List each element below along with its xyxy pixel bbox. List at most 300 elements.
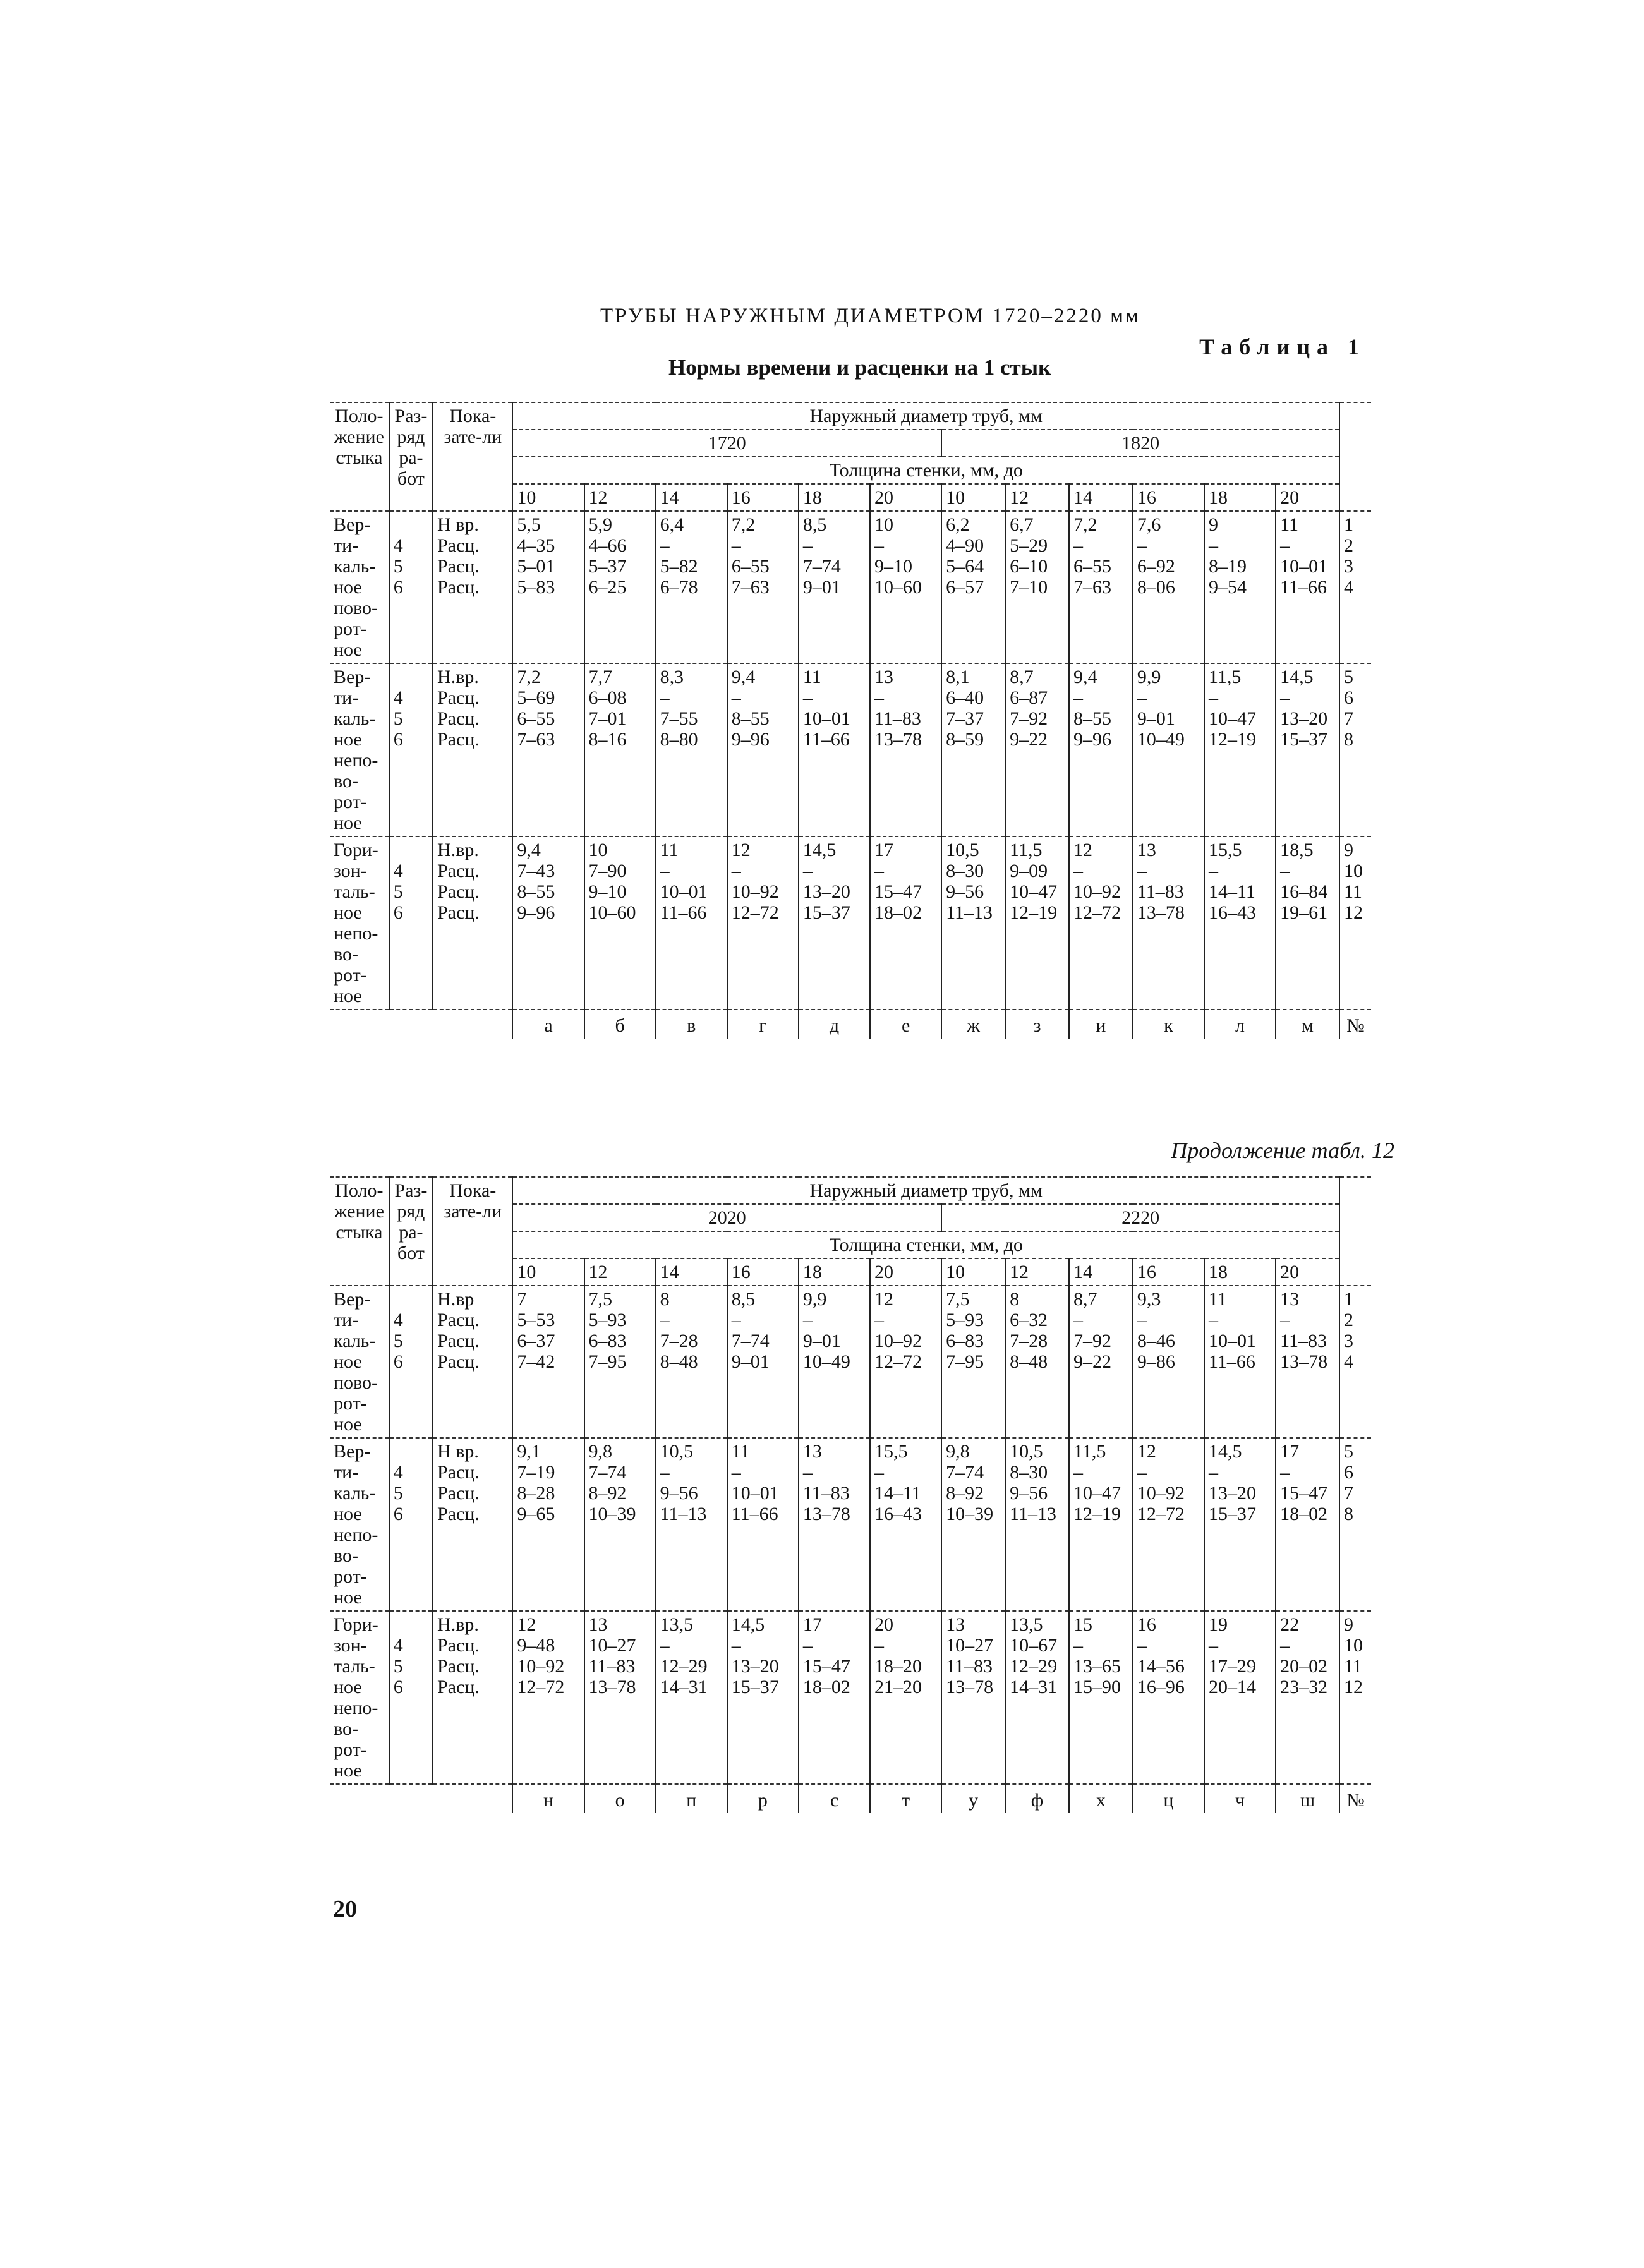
value-cell [941,836,1005,1010]
value: 8,3 [660,667,684,687]
indicator-label: Расц. [437,881,480,902]
value: 5,5 [517,514,541,535]
value: 15,5 [1208,840,1242,860]
cell-category [389,1611,433,1784]
value-cell [799,1286,870,1438]
value: 5,9 [588,514,613,535]
column-letter: п [656,1784,727,1813]
value: 16–43 [1208,902,1256,923]
value-cell [1276,663,1339,836]
value: 8–59 [946,729,984,750]
value: 11 [1208,1289,1227,1310]
row-number: 3 [1344,1330,1353,1351]
value-cell [656,836,727,1010]
value: 7,2 [1073,514,1097,535]
value-cell [1133,1611,1204,1784]
header-thickness-2: 14 [656,1258,727,1286]
value: 6–55 [731,556,770,577]
row-number: 8 [1344,1504,1353,1524]
value: 5–37 [588,556,627,577]
value: 12–19 [1073,1504,1121,1524]
value: 15–37 [802,902,850,923]
value: 10–60 [588,902,636,923]
value-cell [1069,1286,1133,1438]
value: 9,8 [946,1441,970,1462]
value: 7,5 [588,1289,613,1310]
category-value: 4 [393,860,403,881]
value: – [1208,535,1218,556]
cell-indicators [433,836,512,1010]
value-cell [584,1286,656,1438]
value-cell [870,1611,941,1784]
value: 7–92 [1010,708,1048,729]
position-line: Гори- [334,840,378,860]
value: 11–13 [1010,1504,1056,1524]
value: – [731,860,741,881]
value: 13 [946,1614,965,1635]
category-value [394,1441,428,1462]
value: 19–61 [1280,902,1328,923]
indicator-label: Расц. [437,1504,480,1524]
value: 10–60 [874,577,922,598]
value: 5–69 [517,687,555,708]
value: 6–57 [946,577,984,598]
value-cell [799,836,870,1010]
value: 13 [874,667,894,687]
value-cell [1133,836,1204,1010]
value: 10–49 [1137,729,1185,750]
value-cell [1276,1611,1339,1784]
value: 6–83 [588,1330,627,1351]
value: – [1280,1310,1290,1330]
value: 10–01 [1280,556,1328,577]
row-number: 12 [1344,1677,1363,1698]
column-letter: о [584,1784,656,1813]
indicator-label: Расц. [437,556,480,577]
value: 12–19 [1208,729,1256,750]
value-cell [799,511,870,663]
value: 5–01 [517,556,555,577]
value-cell [512,1611,584,1784]
value: 16–84 [1280,881,1328,902]
value: – [660,687,670,708]
position-line: таль- [334,1656,375,1677]
position-line: непо- [334,1698,378,1718]
column-letter: а [512,1010,584,1039]
value: 17–29 [1208,1656,1256,1677]
value: 11–66 [731,1504,778,1524]
value: 13 [802,1441,822,1462]
cell-position [330,1286,389,1438]
position-line: во- [334,1718,358,1739]
value: 5–82 [660,556,698,577]
row-number: 10 [1344,1635,1363,1656]
value: 7 [517,1289,527,1310]
value: 7–28 [660,1330,698,1351]
header-thickness-0: 10 [512,1258,584,1286]
value: 9–01 [731,1351,770,1372]
value: 8–55 [517,881,555,902]
value: 13 [588,1614,608,1635]
value: 15 [1073,1614,1092,1635]
column-letter: с [799,1784,870,1813]
indicator-label: Н вр. [437,1441,479,1462]
value: 9,9 [1137,667,1161,687]
header-outer-diameter: Наружный диаметр труб, мм [512,1177,1339,1204]
value: 9–10 [588,881,627,902]
row-number: 11 [1344,881,1362,902]
header-wall-thickness: Толщина стенки, мм, до [512,457,1339,484]
table-subtitle: Нормы времени и расценки на 1 стык [668,355,1051,380]
cell-indicators [433,1286,512,1438]
cell-category [389,1286,433,1438]
value: – [1137,687,1147,708]
value: 11–83 [946,1656,993,1677]
position-line: непо- [334,750,378,771]
value: – [1137,1635,1147,1656]
value-cell [941,511,1005,663]
value: 16–96 [1137,1677,1185,1698]
value: 5–83 [517,577,555,598]
position-line: рот- [334,1739,367,1760]
value: 6–87 [1010,687,1048,708]
value: 10–47 [1073,1483,1121,1504]
value-cell [1069,511,1133,663]
value: 10–47 [1010,881,1058,902]
header-diameter-1: 1820 [941,430,1339,457]
value: – [1073,860,1083,881]
value: – [1137,860,1147,881]
indicator-label: Н.вр [437,1289,474,1310]
value: – [1073,1462,1083,1483]
value: 8–16 [588,729,627,750]
value-cell [584,836,656,1010]
position-line: ное [334,902,362,923]
value: 9–22 [1010,729,1048,750]
cell-position [330,1438,389,1611]
value: 15,5 [874,1441,908,1462]
column-letter: и [1069,1010,1133,1039]
row-number: 12 [1344,902,1363,923]
value: 7–95 [588,1351,627,1372]
position-line: рот- [334,1393,367,1414]
value: 8,5 [731,1289,756,1310]
value: 15–37 [1280,729,1328,750]
value: 10–47 [1208,708,1256,729]
position-line: ти- [334,1462,359,1483]
value: 12–72 [1137,1504,1185,1524]
value: 8–55 [1073,708,1111,729]
value: 12 [1137,1441,1156,1462]
value: 14–31 [1010,1677,1058,1698]
value: 9,8 [588,1441,613,1462]
header-thickness-3: 16 [727,484,799,511]
value: 17 [1280,1441,1300,1462]
value: 21–20 [874,1677,922,1698]
value: 16–43 [874,1504,922,1524]
row-number: 5 [1344,667,1353,687]
value: 9–01 [1137,708,1175,729]
value: 13–78 [802,1504,850,1524]
cell-row-numbers [1339,1438,1371,1611]
header-thickness-9: 16 [1133,1258,1204,1286]
cell-category [389,511,433,663]
cell-position [330,1611,389,1784]
position-line: ное [334,1351,362,1372]
header-thickness-11: 20 [1276,1258,1339,1286]
value: 7–74 [588,1462,627,1483]
header-thickness-11: 20 [1276,484,1339,511]
value: 9–56 [660,1483,698,1504]
header-blank [1339,402,1371,511]
value-cell [1133,663,1204,836]
value: 6–55 [1073,556,1111,577]
column-letter: у [941,1784,1005,1813]
norms-table-2 [330,1176,1371,1813]
value: 10–27 [946,1635,994,1656]
value: 7–55 [660,708,698,729]
value: 10–92 [1137,1483,1185,1504]
value: 12–19 [1010,902,1058,923]
value: 11 [802,667,821,687]
value: 20–02 [1280,1656,1328,1677]
value: 10–92 [874,1330,922,1351]
value: 14,5 [1208,1441,1242,1462]
position-line: ное [334,1760,362,1781]
value-cell [1005,1611,1069,1784]
column-letter: н [512,1784,584,1813]
value-cell [727,1438,799,1611]
position-line: ное [334,986,362,1006]
value: 9–22 [1073,1351,1111,1372]
column-letter: х [1069,1784,1133,1813]
value: 10–27 [588,1635,636,1656]
value: 6–78 [660,577,698,598]
value: – [660,1462,670,1483]
value: 14–56 [1137,1656,1185,1677]
value: 10–01 [1208,1330,1256,1351]
row-number: 2 [1344,1310,1353,1330]
value-cell [1069,663,1133,836]
value-cell [1204,1286,1276,1438]
value: – [874,1310,885,1330]
category-value [394,514,428,535]
column-letters-row [330,1010,1371,1039]
value: 12 [1073,840,1092,860]
row-number: 8 [1344,729,1353,750]
value: – [874,687,885,708]
cell-row-numbers [1339,836,1371,1010]
value: 8–30 [1010,1462,1048,1483]
header-thickness-6: 10 [941,1258,1005,1286]
value: – [802,1310,813,1330]
value: 10–92 [731,881,779,902]
row-number: 2 [1344,535,1353,556]
value: 13–78 [1137,902,1185,923]
row-number: 1 [1344,1289,1353,1310]
value: 20 [874,1614,894,1635]
value: 18–02 [1280,1504,1328,1524]
header-thickness-5: 20 [870,1258,941,1286]
position-line: Вер- [334,1289,371,1310]
value-cell [870,836,941,1010]
value: 14–11 [1208,881,1255,902]
value: 11–13 [660,1504,707,1524]
value: 6,7 [1010,514,1034,535]
value-cell [1276,1438,1339,1611]
value: 9–54 [1208,577,1247,598]
row-number: 6 [1344,687,1353,708]
value: 8–28 [517,1483,555,1504]
indicator-label: Расц. [437,1330,480,1351]
position-line: пово- [334,598,378,618]
value-cell [584,663,656,836]
indicator-label: Расц. [437,1462,480,1483]
value: 9–96 [731,729,770,750]
category-value: 5 [393,1483,403,1504]
header-thickness-3: 16 [727,1258,799,1286]
value: 5–53 [517,1310,555,1330]
position-line: рот- [334,792,367,812]
table-row [330,1438,1371,1611]
value: – [874,860,885,881]
value: 7–63 [1073,577,1111,598]
category-value: 6 [393,1504,403,1524]
category-value: 4 [393,535,403,556]
value: 9,3 [1137,1289,1161,1310]
value: 12–72 [874,1351,922,1372]
value: 13–20 [1208,1483,1256,1504]
position-line: ти- [334,1310,359,1330]
value: 9–56 [1010,1483,1048,1504]
indicator-label: Расц. [437,1635,480,1656]
value: 7–74 [802,556,841,577]
value: 15–47 [802,1656,850,1677]
table-label: Таблица 1 [1199,334,1366,359]
value: 8–48 [660,1351,698,1372]
category-value [394,667,428,687]
position-line: ти- [334,535,359,556]
cell-category [389,1438,433,1611]
value: 10–39 [946,1504,994,1524]
value: 7,5 [946,1289,970,1310]
category-value: 5 [393,708,403,729]
row-number: 10 [1344,860,1363,881]
value: 17 [802,1614,822,1635]
value-cell [584,1438,656,1611]
value: 8–06 [1137,577,1175,598]
value-cell [512,1286,584,1438]
value: – [802,860,813,881]
value: 4–66 [588,535,627,556]
value: 7–74 [731,1330,770,1351]
category-value [394,840,428,860]
value: 15–37 [731,1677,779,1698]
column-letter: в [656,1010,727,1039]
value-cell [656,1611,727,1784]
value: 11,5 [1208,667,1242,687]
value-cell [727,836,799,1010]
header-thickness-8: 14 [1069,484,1133,511]
value: 13–78 [874,729,922,750]
position-line: ное [334,1414,362,1435]
indicator-label: Расц. [437,708,480,729]
value: – [731,1310,741,1330]
value: 5–64 [946,556,984,577]
value: – [802,687,813,708]
value-cell [941,663,1005,836]
header-diameter-0: 1720 [512,430,941,457]
value-cell [1204,1438,1276,1611]
value-cell [941,1438,1005,1611]
header-thickness-10: 18 [1204,484,1276,511]
value: – [874,1462,885,1483]
value: 10,5 [660,1441,694,1462]
value-cell [656,1286,727,1438]
column-letters-row [330,1784,1371,1813]
value: 8 [660,1289,670,1310]
value: 11–83 [1280,1330,1327,1351]
value: 10–01 [660,881,708,902]
value: – [1280,860,1290,881]
value: – [1280,687,1290,708]
value: 7,6 [1137,514,1161,535]
value: – [1208,1462,1218,1483]
value: – [1208,687,1218,708]
value: 9–96 [1073,729,1111,750]
value: 18–02 [874,902,922,923]
row-number: 9 [1344,1614,1353,1635]
column-number-label: № [1339,1784,1371,1813]
table-row [330,663,1371,836]
value: 13 [1137,840,1156,860]
value: – [731,1635,741,1656]
value-cell [1005,511,1069,663]
category-value [394,1614,428,1635]
value: 11–83 [588,1656,636,1677]
value: 10–01 [731,1483,779,1504]
value: 9,1 [517,1441,541,1462]
value: 11–83 [874,708,921,729]
value: 12 [731,840,751,860]
position-line: рот- [334,618,367,639]
value: – [1073,1635,1083,1656]
indicator-label: Расц. [437,1310,480,1330]
column-number-label: № [1339,1010,1371,1039]
position-line: непо- [334,923,378,944]
value: 16 [1137,1614,1156,1635]
page-title: ТРУБЫ НАРУЖНЫМ ДИАМЕТРОМ 1720–2220 мм [600,305,1140,327]
position-line: зон- [334,860,367,881]
value: 7–95 [946,1351,984,1372]
value: 6–25 [588,577,627,598]
header-thickness-6: 10 [941,484,1005,511]
value: 8–19 [1208,556,1247,577]
indicator-label: Расц. [437,1677,480,1698]
position-line: рот- [334,1566,367,1587]
value: 12–29 [1010,1656,1058,1677]
page-number: 20 [333,1896,357,1922]
value: 14–11 [874,1483,921,1504]
value: 15–47 [874,881,922,902]
value-cell [870,663,941,836]
value-cell [727,511,799,663]
cell-row-numbers [1339,1286,1371,1438]
header-category: Раз-ряд ра-бот [389,402,433,511]
value: 7,7 [588,667,613,687]
header-thickness-1: 12 [584,484,656,511]
value: 22 [1280,1614,1300,1635]
